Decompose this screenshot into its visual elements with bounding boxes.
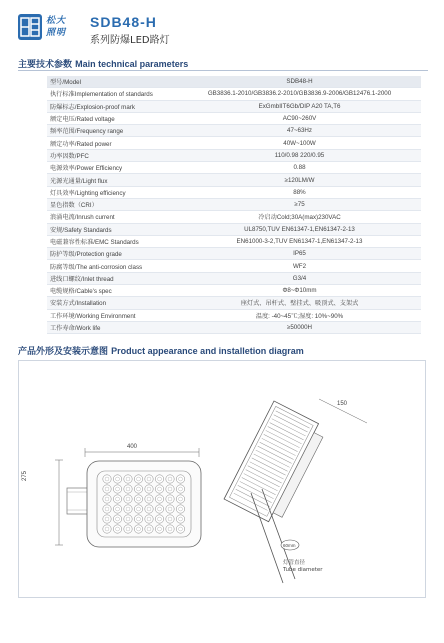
spec-row	[47, 88, 421, 100]
spec-key: 浪涌电流/Inrush current	[47, 211, 178, 223]
spec-value: 冷启动Cold;30A(max)230VAC	[178, 211, 421, 223]
spec-value: 座灯式、吊杆式、壁挂式、吸顶式、支架式	[178, 297, 421, 309]
spec-value: 40W~100W	[178, 137, 421, 149]
lamp-body-outline	[87, 461, 201, 547]
led-lens	[124, 525, 132, 533]
led-lens	[124, 505, 132, 513]
spec-row	[47, 248, 421, 260]
spec-value: G3/4	[178, 272, 421, 284]
depth-dimension-label: 150	[337, 401, 348, 407]
spec-key: 额定功率/Rated power	[47, 137, 178, 149]
page-header	[18, 14, 438, 46]
diagram-title-cn: 产品外形及安装示意图	[18, 347, 109, 357]
brand-name-line1: 松大	[46, 16, 67, 26]
spec-row	[47, 149, 421, 161]
spec-key: 工作寿命/Work life	[47, 321, 178, 333]
led-lens	[113, 475, 121, 483]
spec-value: UL8750,TUV EN61347-1,EN61347-2-13	[178, 223, 421, 235]
spec-row	[47, 186, 421, 198]
spec-row	[47, 125, 421, 137]
led-lens	[103, 475, 111, 483]
led-lens	[113, 515, 121, 523]
led-lens	[155, 495, 163, 503]
side-view-heatsink	[224, 401, 327, 526]
spec-key: 额定电压/Rated voltage	[47, 112, 178, 124]
spec-row	[47, 211, 421, 223]
spec-key: 防爆标志/Explosion-proof mark	[47, 100, 178, 112]
led-lens	[103, 525, 111, 533]
params-title-en: Main technical parameters	[75, 59, 189, 69]
led-lens	[124, 485, 132, 493]
led-lens	[176, 515, 184, 523]
led-lens	[155, 515, 163, 523]
led-lens	[124, 515, 132, 523]
led-lens	[166, 515, 174, 523]
led-lens	[155, 525, 163, 533]
led-lens	[113, 505, 121, 513]
diagram-frame	[18, 360, 426, 598]
spec-key: 显色指数（CRI）	[47, 198, 178, 210]
spec-key: 安装方式/Installation	[47, 297, 178, 309]
spec-key: 电磁兼容性标准/EMC Standards	[47, 235, 178, 247]
spec-value: SDB48-H	[178, 76, 421, 88]
model-title: SDB48-H	[90, 14, 157, 30]
spec-key: 型号/Model	[47, 76, 178, 88]
spec-key: 进线口螺纹/Inlet thread	[47, 272, 178, 284]
spec-row	[47, 112, 421, 124]
led-lens	[124, 475, 132, 483]
spec-row	[47, 174, 421, 186]
led-lens	[134, 495, 142, 503]
led-lens	[155, 485, 163, 493]
spec-value: 47~63Hz	[178, 125, 421, 137]
spec-key: 安规/Safety Standards	[47, 223, 178, 235]
led-lens	[145, 515, 153, 523]
spec-table	[47, 76, 421, 334]
led-lens	[103, 515, 111, 523]
diagram-title-en: Product appearance and installetion diagram	[111, 346, 304, 356]
spec-value: ≥50000H	[178, 321, 421, 333]
led-lens	[103, 505, 111, 513]
led-lens	[113, 495, 121, 503]
spec-value: ≥75	[178, 198, 421, 210]
spec-row	[47, 272, 421, 284]
spec-row	[47, 76, 421, 88]
led-lens	[103, 495, 111, 503]
led-lens	[176, 505, 184, 513]
diagram-section-title	[18, 344, 304, 357]
spec-row	[47, 297, 421, 309]
led-lens	[176, 485, 184, 493]
spec-value: IP65	[178, 248, 421, 260]
spec-row	[47, 198, 421, 210]
led-lens	[134, 505, 142, 513]
params-divider	[18, 70, 428, 71]
spec-value: WF2	[178, 260, 421, 272]
spec-value: GB3836.1-2010/GB3836.2-2010/GB3836.9-2006/GB12476.1-2000	[178, 88, 421, 100]
spec-value: 110/0.98 220/0.95	[178, 149, 421, 161]
spec-key: 频率范围/Frequency range	[47, 125, 178, 137]
led-lens	[134, 475, 142, 483]
spec-key: 功率因数/PFC	[47, 149, 178, 161]
tube-diameter-label: 60mm	[283, 543, 296, 548]
brand-name-line2: 照明	[46, 28, 67, 38]
led-lens	[166, 485, 174, 493]
spec-value: 温度: -40~45℃;湿度: 10%~90%	[178, 309, 421, 321]
led-lens	[103, 485, 111, 493]
led-lens	[155, 505, 163, 513]
spec-key: 灯具效率/Lighting efficiency	[47, 186, 178, 198]
led-lens	[166, 495, 174, 503]
spec-row	[47, 162, 421, 174]
spec-key: 光源光通量/Light flux	[47, 174, 178, 186]
led-lens	[124, 495, 132, 503]
spec-row	[47, 285, 421, 297]
spec-key: 电源效率/Power Efficiency	[47, 162, 178, 174]
params-section-title	[18, 57, 188, 70]
spec-value: Φ8~Φ10mm	[178, 285, 421, 297]
brand-logo	[18, 14, 42, 40]
spec-row	[47, 100, 421, 112]
led-lens	[134, 515, 142, 523]
product-diagram	[19, 361, 425, 597]
spec-key: 防腐等级/The anti-corrosion class	[47, 260, 178, 272]
spec-row	[47, 309, 421, 321]
spec-key: 电缆规格/Cable's spec	[47, 285, 178, 297]
led-lens	[134, 525, 142, 533]
led-lens	[145, 505, 153, 513]
led-lens	[134, 485, 142, 493]
led-lens	[145, 475, 153, 483]
spec-value: ≥120LM/W	[178, 174, 421, 186]
spec-row	[47, 235, 421, 247]
spec-key: 工作环境/Working Environment	[47, 309, 178, 321]
height-dimension-label: 275	[22, 470, 29, 482]
spec-row	[47, 321, 421, 333]
brand-logo-icon	[20, 17, 40, 37]
led-lens	[166, 525, 174, 533]
series-subtitle: 系列防爆LED路灯	[90, 35, 170, 46]
params-title-cn: 主要技术参数	[18, 60, 73, 70]
spec-key: 执行标准Implementation of standards	[47, 88, 178, 100]
spec-row	[47, 223, 421, 235]
tube-caption-en: Tube diameter	[283, 567, 323, 573]
tube-caption-cn: 灯管直径	[283, 560, 306, 566]
tube-caption	[283, 560, 323, 574]
spec-value: EN61000-3-2,TUV EN61347-1,EN61347-2-13	[178, 235, 421, 247]
brand-name	[46, 15, 86, 39]
width-dimension-label: 400	[127, 444, 138, 450]
led-lens	[113, 525, 121, 533]
spec-row	[47, 137, 421, 149]
spec-row	[47, 260, 421, 272]
spec-value: 0.88	[178, 162, 421, 174]
led-lens	[145, 525, 153, 533]
led-lens	[155, 475, 163, 483]
led-lens	[176, 525, 184, 533]
led-lens	[176, 475, 184, 483]
led-lens	[166, 505, 174, 513]
led-lens	[166, 475, 174, 483]
led-lens	[176, 495, 184, 503]
spec-key: 防护等级/Protection grade	[47, 248, 178, 260]
spec-value: AC90~260V	[178, 112, 421, 124]
led-lens	[145, 485, 153, 493]
led-lens	[145, 495, 153, 503]
spec-value: 88%	[178, 186, 421, 198]
led-lens	[113, 485, 121, 493]
spec-value: ExGmbIIT6Gb/DIP A20 TA,T6	[178, 100, 421, 112]
